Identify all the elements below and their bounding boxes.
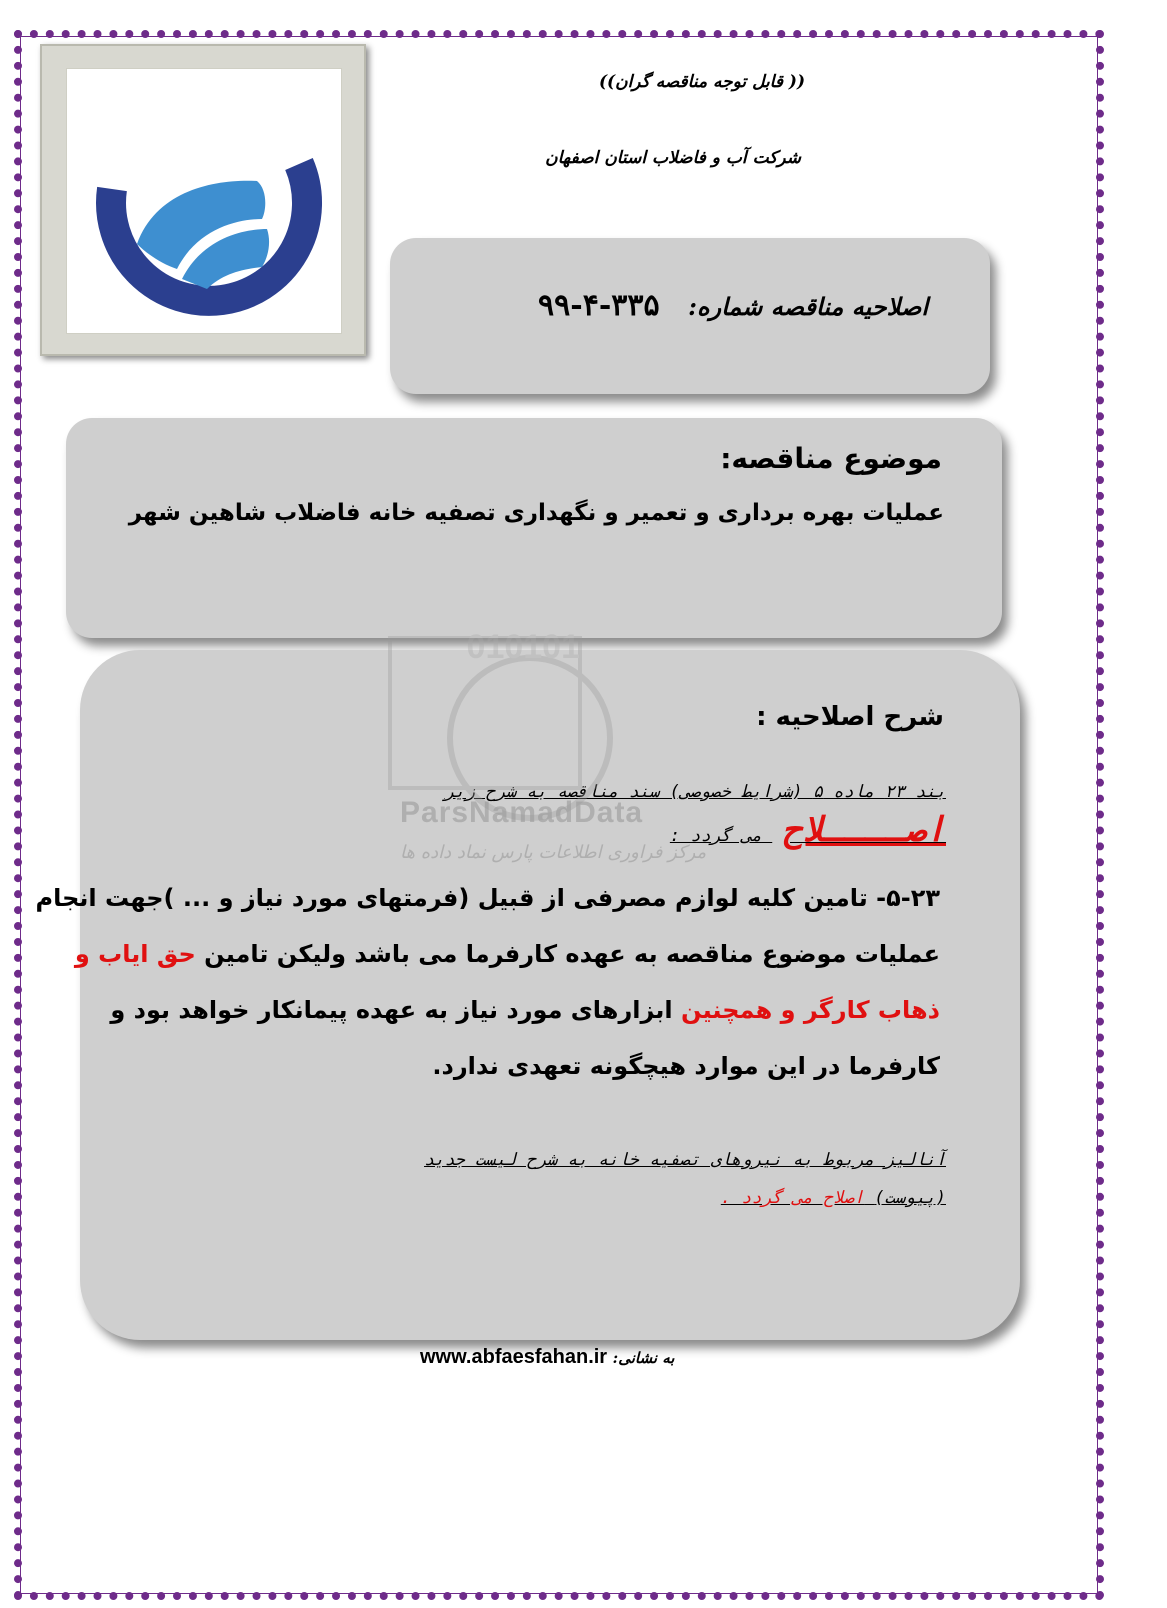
- band-line-2: [670, 810, 946, 850]
- correction-paragraph: [35, 870, 940, 1094]
- analysis-line-2a: (پیوست): [874, 1188, 946, 1208]
- footer: [420, 1346, 678, 1369]
- para-line-2-red: حق ایاب و: [74, 940, 196, 968]
- band-line-2-text: می گردد :: [669, 826, 762, 846]
- logo-svg: [67, 69, 341, 333]
- tender-number-label: اصلاحیه مناقصه شماره:: [688, 292, 928, 321]
- correction-panel: [35, 650, 1020, 1340]
- footer-label: به نشانی:: [612, 1349, 675, 1367]
- para-line-3-red-2: و همچنین: [681, 996, 796, 1024]
- logo-arc-text: [67, 69, 73, 72]
- para-line-4: کارفرما در این موارد هیچگونه تعهدی ندارد.: [432, 1052, 940, 1080]
- watermark-subtitle: مرکز فراوری اطلاعات پارس نماد داده ها: [400, 842, 707, 863]
- tender-number-line: [538, 288, 928, 323]
- analysis-line-2: [721, 1188, 946, 1208]
- attention-heading: (( قابل توجه مناقصه گران)): [599, 72, 805, 92]
- tender-number-panel: [390, 238, 990, 394]
- subject-title: موضوع مناقصه:: [720, 442, 942, 475]
- para-line-1: ۵-۲۳- تامین کلیه لوازم مصرفی از قبیل (فرمتهای مورد نیاز و ... )جهت انجام: [35, 884, 940, 912]
- para-line-3-red-1: ذهاب کارگر: [803, 996, 940, 1024]
- subject-panel: [66, 418, 1002, 638]
- watermark-brand: ParsNamadData: [400, 796, 644, 829]
- logo-frame: [40, 44, 366, 356]
- analysis-red: اصلاح می گردد .: [720, 1188, 865, 1208]
- band-red-word: اصــــلاح: [782, 810, 946, 850]
- para-line-2a: عملیات موضوع مناقصه به عهده کارفرما می باشد ولیکن تامین: [195, 940, 940, 968]
- subject-text: عملیات بهره برداری و تعمیر و نگهداری تصفیه خانه فاضلاب شاهین شهر: [128, 500, 944, 526]
- para-line-3b: [796, 996, 804, 1024]
- analysis-line-1: آنالیز مربوط به نیروهای تصفیه خانه به شرح لیست جدید: [424, 1150, 946, 1170]
- para-line-3: [110, 982, 940, 1038]
- para-line-2: [74, 926, 940, 982]
- correction-title: شرح اصلاحیه :: [756, 702, 944, 732]
- band-line-1: بند ۲۳ ماده ۵ (شرایط خصوصی) سند مناقصه به شرح زیر: [444, 782, 946, 802]
- company-name: شرکت آب و فاضلاب استان اصفهان: [545, 148, 801, 168]
- company-logo: [66, 68, 342, 334]
- para-line-3c: ابزارهای مورد نیاز به عهده پیمانکار خواهد بود و: [110, 996, 682, 1024]
- footer-url[interactable]: www.abfaesfahan.ir: [420, 1346, 608, 1368]
- tender-number-value: ۳۳۵-۴-۹۹: [538, 288, 660, 323]
- watermark-binary: 010101: [466, 628, 580, 666]
